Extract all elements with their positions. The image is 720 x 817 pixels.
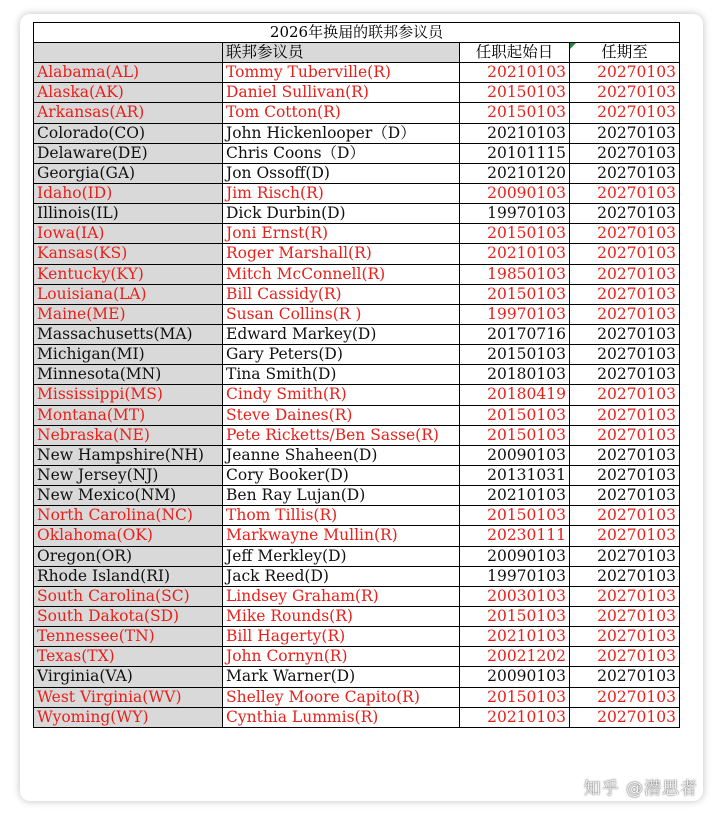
senator-cell[interactable]: Shelley Moore Capito(R) [223,687,460,707]
state-cell[interactable]: Wyoming(WY) [34,707,223,727]
end-date-cell[interactable]: 20270103 [570,707,680,727]
table-row [34,405,680,425]
end-date-cell[interactable]: 20270103 [570,365,680,385]
start-date-cell[interactable]: 20150103 [460,103,570,123]
table-row [34,627,680,647]
end-date-cell[interactable]: 20270103 [570,304,680,324]
table-row [34,345,680,365]
senator-cell[interactable]: Lindsey Graham(R) [223,586,460,606]
table-row [34,667,680,687]
start-date-cell[interactable]: 20150103 [460,405,570,425]
end-date-cell[interactable]: 20270103 [570,465,680,485]
state-cell[interactable]: Alabama(AL) [34,63,223,83]
start-date-cell[interactable]: 20090103 [460,667,570,687]
start-date-cell[interactable]: 20150103 [460,506,570,526]
start-date-cell[interactable]: 20150103 [460,345,570,365]
state-cell[interactable]: Texas(TX) [34,647,223,667]
start-date-cell[interactable]: 20210103 [460,123,570,143]
state-cell[interactable]: Maine(ME) [34,304,223,324]
end-date-cell[interactable]: 20270103 [570,425,680,445]
table-row [34,284,680,304]
senator-cell[interactable]: Dick Durbin(D) [223,204,460,224]
start-date-cell[interactable]: 20210103 [460,627,570,647]
senator-cell[interactable]: Susan Collins(R ) [223,304,460,324]
state-cell[interactable]: Idaho(ID) [34,183,223,203]
state-cell[interactable]: New Hampshire(NH) [34,445,223,465]
table-row [34,204,680,224]
table-row [34,143,680,163]
header-senator[interactable]: 联邦参议员 [223,43,460,63]
start-date-cell[interactable]: 20180103 [460,365,570,385]
state-cell[interactable]: Montana(MT) [34,405,223,425]
table-row [34,707,680,727]
table-row [34,566,680,586]
table-row [34,425,680,445]
end-date-cell[interactable]: 20270103 [570,506,680,526]
state-cell[interactable]: Massachusetts(MA) [34,324,223,344]
senator-cell[interactable]: Edward Markey(D) [223,324,460,344]
end-date-cell[interactable]: 20270103 [570,103,680,123]
table-row [34,183,680,203]
start-date-cell[interactable]: 20210103 [460,707,570,727]
table-title-row [34,23,680,43]
senator-cell[interactable]: Bill Cassidy(R) [223,284,460,304]
end-date-cell[interactable]: 20270103 [570,224,680,244]
start-date-cell[interactable]: 20090103 [460,546,570,566]
start-date-cell[interactable]: 20210120 [460,163,570,183]
header-end-date-label: 任期至 [601,43,648,62]
table-row [34,244,680,264]
senator-cell[interactable]: Tommy Tuberville(R) [223,63,460,83]
senator-cell[interactable]: Ben Ray Lujan(D) [223,486,460,506]
state-cell[interactable]: Virginia(VA) [34,667,223,687]
state-cell[interactable]: Illinois(IL) [34,204,223,224]
table-row [34,606,680,626]
senator-cell[interactable]: Cynthia Lummis(R) [223,707,460,727]
table-row [34,586,680,606]
senator-cell[interactable]: John Hickenlooper（D） [223,123,460,143]
table-row [34,647,680,667]
start-date-cell[interactable]: 20021202 [460,647,570,667]
state-cell[interactable]: New Mexico(NM) [34,486,223,506]
start-date-cell[interactable]: 19970103 [460,304,570,324]
end-date-cell[interactable]: 20270103 [570,667,680,687]
end-date-cell[interactable]: 20270103 [570,526,680,546]
start-date-cell[interactable]: 20210103 [460,486,570,506]
end-date-cell[interactable]: 20270103 [570,405,680,425]
state-cell[interactable]: West Virginia(WV) [34,687,223,707]
start-date-cell[interactable]: 19970103 [460,566,570,586]
end-date-cell[interactable]: 20270103 [570,63,680,83]
senator-cell[interactable]: Jon Ossoff(D) [223,163,460,183]
start-date-cell[interactable]: 20090103 [460,445,570,465]
table-row [34,224,680,244]
table-row [34,163,680,183]
end-date-cell[interactable]: 20270103 [570,445,680,465]
header-start-date[interactable]: 任职起始日 [460,43,570,63]
table-row [34,304,680,324]
table-row [34,526,680,546]
start-date-cell[interactable]: 20090103 [460,183,570,203]
senator-cell[interactable]: Joni Ernst(R) [223,224,460,244]
senator-cell[interactable]: Steve Daines(R) [223,405,460,425]
end-date-cell[interactable]: 20270103 [570,83,680,103]
header-state[interactable] [34,43,223,63]
start-date-cell[interactable]: 20150103 [460,425,570,445]
state-cell[interactable]: North Carolina(NC) [34,506,223,526]
table-row [34,465,680,485]
start-date-cell[interactable]: 20101115 [460,143,570,163]
end-date-cell[interactable]: 20270103 [570,264,680,284]
state-cell[interactable]: Oklahoma(OK) [34,526,223,546]
table-row [34,264,680,284]
end-date-cell[interactable]: 20270103 [570,183,680,203]
start-date-cell[interactable]: 20230111 [460,526,570,546]
senator-cell[interactable]: Mark Warner(D) [223,667,460,687]
state-cell[interactable]: Alaska(AK) [34,83,223,103]
start-date-cell[interactable]: 20131031 [460,465,570,485]
end-date-cell[interactable]: 20270103 [570,204,680,224]
end-date-cell[interactable]: 20270103 [570,586,680,606]
end-date-cell[interactable]: 20270103 [570,627,680,647]
end-date-cell[interactable]: 20270103 [570,385,680,405]
senator-cell[interactable]: Jim Risch(R) [223,183,460,203]
start-date-cell[interactable]: 20150103 [460,83,570,103]
table-row [34,365,680,385]
state-cell[interactable]: South Carolina(SC) [34,586,223,606]
start-date-cell[interactable]: 20030103 [460,586,570,606]
senator-cell[interactable]: Tom Cotton(R) [223,103,460,123]
header-end-date[interactable] [570,43,680,63]
table-row [34,546,680,566]
senator-cell[interactable]: Pete Ricketts/Ben Sasse(R) [223,425,460,445]
start-date-cell[interactable]: 20210103 [460,63,570,83]
state-cell[interactable]: Iowa(IA) [34,224,223,244]
senator-cell[interactable]: Mike Rounds(R) [223,606,460,626]
end-date-cell[interactable]: 20270103 [570,647,680,667]
senator-cell[interactable]: Thom Tillis(R) [223,506,460,526]
table-row [34,486,680,506]
senator-cell[interactable]: Daniel Sullivan(R) [223,83,460,103]
table-row [34,324,680,344]
end-date-cell[interactable]: 20270103 [570,687,680,707]
state-cell[interactable]: Rhode Island(RI) [34,566,223,586]
senator-cell[interactable]: Jeff Merkley(D) [223,546,460,566]
state-cell[interactable]: Tennessee(TN) [34,627,223,647]
end-date-cell[interactable]: 20270103 [570,143,680,163]
senator-cell[interactable]: Cindy Smith(R) [223,385,460,405]
start-date-cell[interactable]: 20150103 [460,284,570,304]
senator-cell[interactable]: John Cornyn(R) [223,647,460,667]
start-date-cell[interactable]: 20210103 [460,244,570,264]
state-cell[interactable]: Delaware(DE) [34,143,223,163]
state-cell[interactable]: South Dakota(SD) [34,606,223,626]
state-cell[interactable]: Mississippi(MS) [34,385,223,405]
end-date-cell[interactable]: 20270103 [570,244,680,264]
table-title: 2026年换届的联邦参议员 [34,23,680,43]
state-cell[interactable]: Kansas(KS) [34,244,223,264]
start-date-cell[interactable]: 20170716 [460,324,570,344]
start-date-cell[interactable]: 19970103 [460,204,570,224]
end-date-cell[interactable]: 20270103 [570,324,680,344]
start-date-cell[interactable]: 20150103 [460,224,570,244]
state-cell[interactable]: Arkansas(AR) [34,103,223,123]
end-date-cell[interactable]: 20270103 [570,606,680,626]
table-row [34,385,680,405]
state-cell[interactable]: New Jersey(NJ) [34,465,223,485]
start-date-cell[interactable]: 19850103 [460,264,570,284]
state-cell[interactable]: Kentucky(KY) [34,264,223,284]
end-date-cell[interactable]: 20270103 [570,546,680,566]
state-cell[interactable]: Michigan(MI) [34,345,223,365]
senators-table [33,22,680,728]
table-row [34,445,680,465]
senator-cell[interactable]: Bill Hagerty(R) [223,627,460,647]
end-date-cell[interactable]: 20270103 [570,486,680,506]
end-date-cell[interactable]: 20270103 [570,123,680,143]
state-cell[interactable]: Georgia(GA) [34,163,223,183]
cell-comment-marker-icon [570,43,576,49]
table-row [34,506,680,526]
senator-cell[interactable]: Jack Reed(D) [223,566,460,586]
state-cell[interactable]: Louisiana(LA) [34,284,223,304]
senator-cell[interactable]: Markwayne Mullin(R) [223,526,460,546]
senator-cell[interactable]: Cory Booker(D) [223,465,460,485]
senator-cell[interactable]: Chris Coons（D） [223,143,460,163]
end-date-cell[interactable]: 20270103 [570,284,680,304]
state-cell[interactable]: Colorado(CO) [34,123,223,143]
watermark: 知乎 @潜思者 [583,779,698,799]
end-date-cell[interactable]: 20270103 [570,566,680,586]
table-row [34,83,680,103]
table-row [34,687,680,707]
senator-cell[interactable]: Mitch McConnell(R) [223,264,460,284]
table-row [34,123,680,143]
senator-cell[interactable]: Jeanne Shaheen(D) [223,445,460,465]
table-row [34,63,680,83]
senator-cell[interactable]: Tina Smith(D) [223,365,460,385]
start-date-cell[interactable]: 20150103 [460,687,570,707]
start-date-cell[interactable]: 20150103 [460,606,570,626]
header-row [34,43,680,63]
senator-cell[interactable]: Gary Peters(D) [223,345,460,365]
end-date-cell[interactable]: 20270103 [570,345,680,365]
end-date-cell[interactable]: 20270103 [570,163,680,183]
state-cell[interactable]: Minnesota(MN) [34,365,223,385]
senator-cell[interactable]: Roger Marshall(R) [223,244,460,264]
state-cell[interactable]: Oregon(OR) [34,546,223,566]
start-date-cell[interactable]: 20180419 [460,385,570,405]
state-cell[interactable]: Nebraska(NE) [34,425,223,445]
table-row [34,103,680,123]
